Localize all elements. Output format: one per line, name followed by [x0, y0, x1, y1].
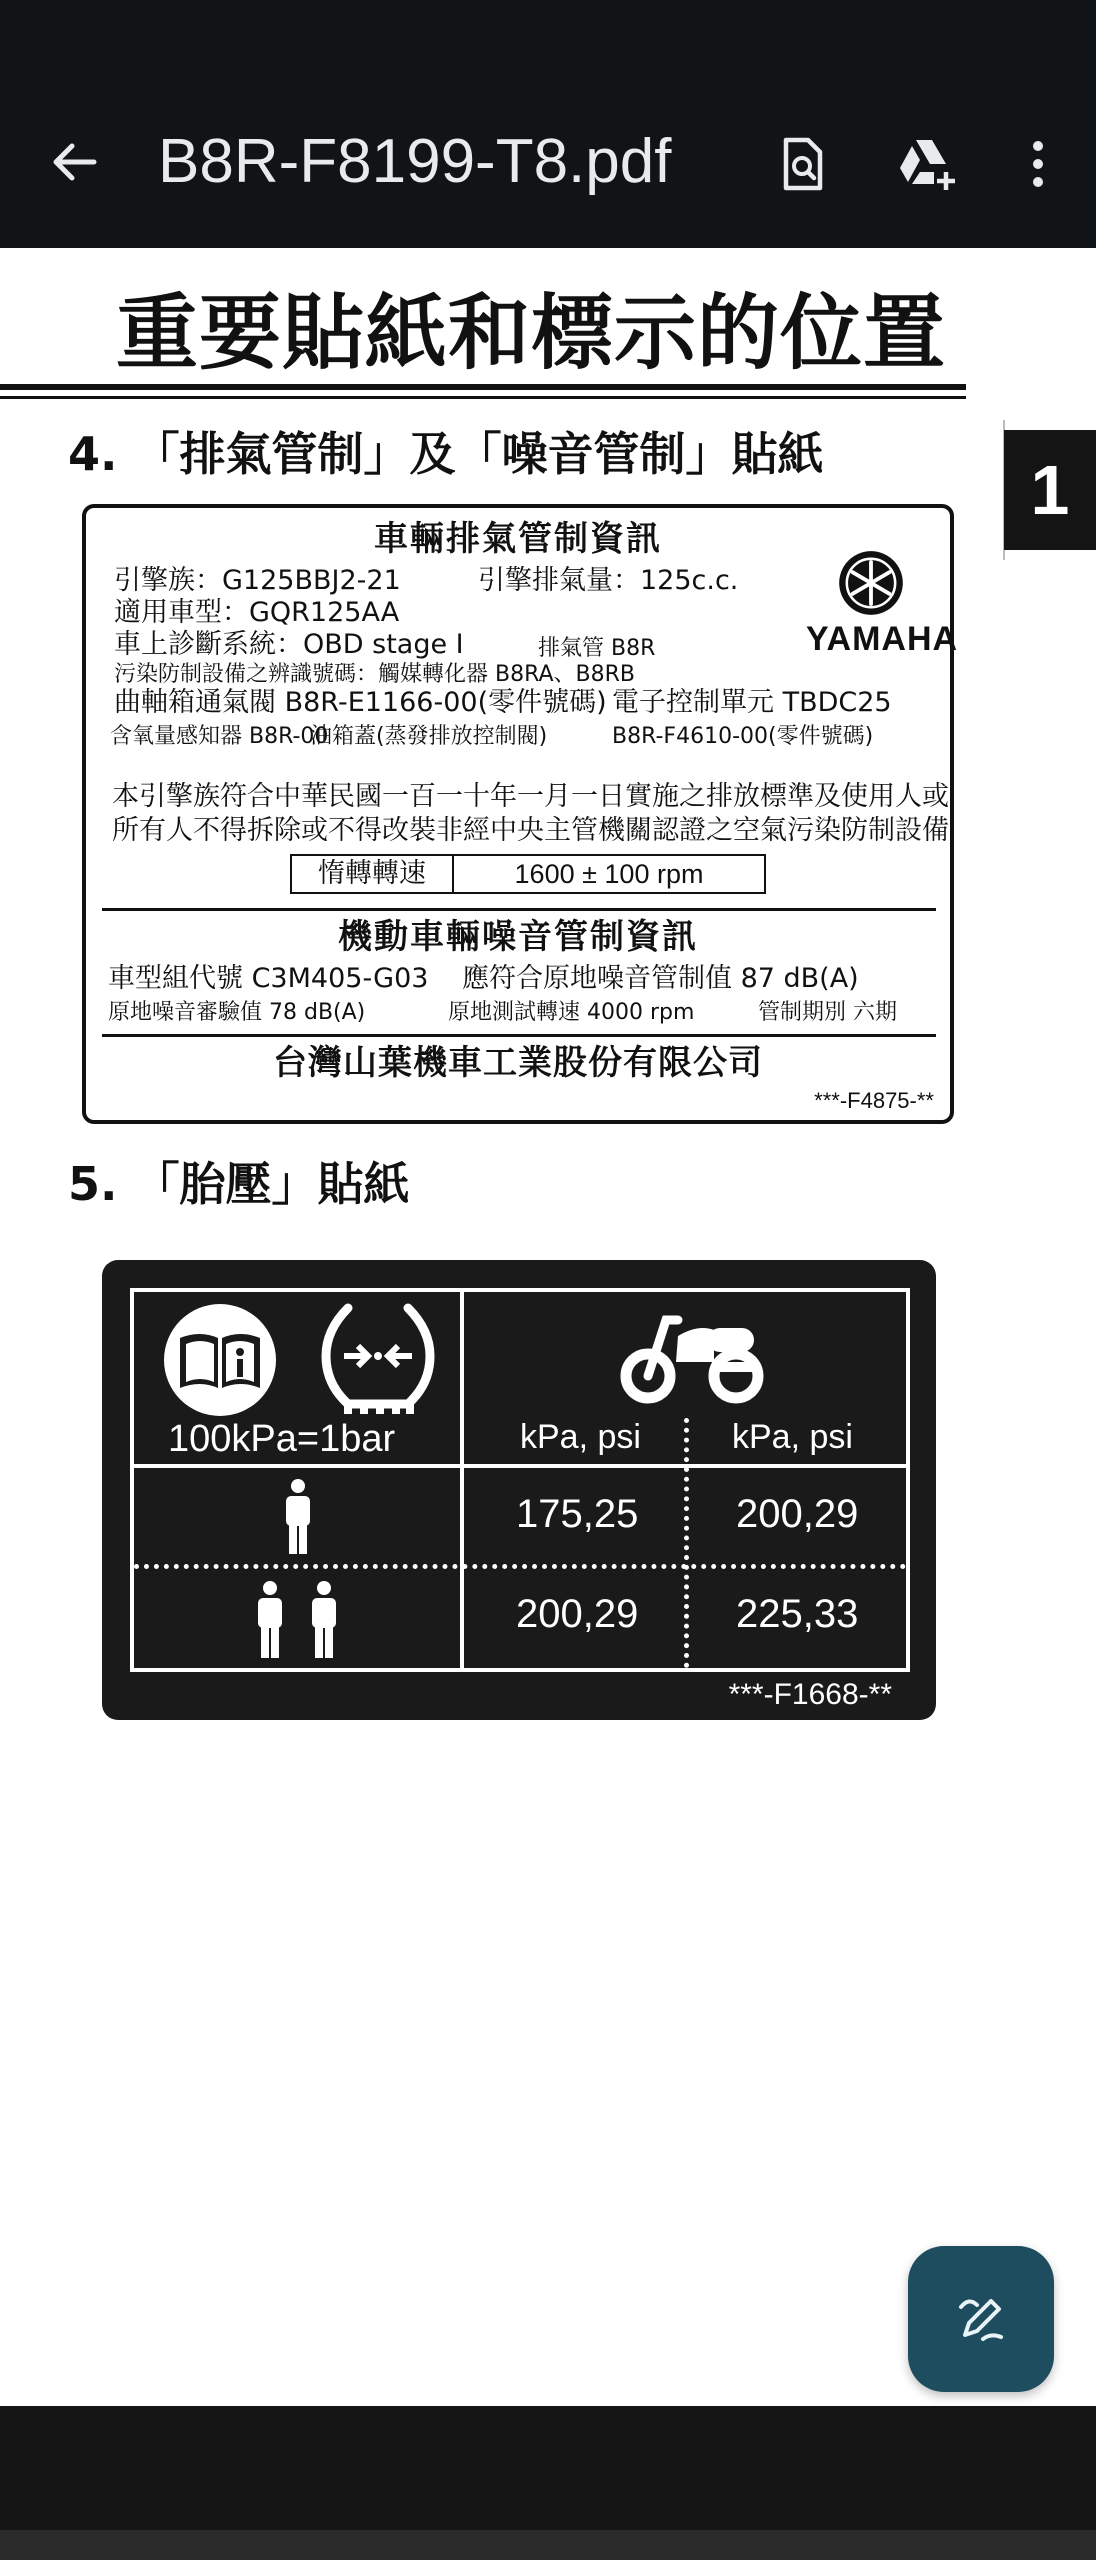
ecu: 電子控制單元 TBDC25 — [612, 687, 892, 718]
tire-pressure-sticker — [102, 1260, 936, 1720]
noise-limit: 應符合原地噪音管制值 87 dB(A) — [462, 963, 859, 994]
grid-divider — [460, 1292, 464, 1668]
page-title: 重要貼紙和標示的位置 — [116, 286, 947, 381]
noise-info-title: 機動車輛噪音管制資訊 — [338, 917, 698, 957]
motorcycle-icon — [618, 1300, 768, 1410]
noise-model-code: 車型組代號 C3M405-G03 — [108, 963, 429, 994]
noise-test-value: 原地噪音審驗值 78 dB(A) — [108, 1000, 366, 1025]
test-rpm: 原地測試轉速 4000 rpm — [448, 1000, 695, 1025]
fuel-cap: 油箱蓋(蒸發排放控制閥) — [310, 724, 548, 749]
front-pressure-1-rider: 175,25 — [516, 1492, 639, 1536]
section-5-heading: 5. 「胎壓」貼紙 — [68, 1157, 410, 1211]
title-divider-thin — [0, 396, 966, 399]
engine-family: 引擎族：G125BBJ2-21 — [114, 565, 401, 596]
compliance-line-1: 本引擎族符合中華民國一百一十年一月一日實施之排放標準及使用人或 — [112, 781, 949, 812]
navigation-bar — [0, 2530, 1096, 2560]
rider-icon — [280, 1478, 316, 1556]
edit-pen-icon — [951, 2289, 1011, 2349]
document-search-icon[interactable] — [770, 132, 834, 196]
emission-noise-sticker — [82, 504, 959, 1124]
front-column-label: kPa, psi — [520, 1418, 641, 1456]
obd: 車上診斷系統：OBD stage I — [114, 629, 464, 660]
section-4-heading: 4. 「排氣管制」及「噪音管制」貼紙 — [68, 427, 824, 481]
document-title: B8R-F8199-T8.pdf — [158, 127, 672, 196]
manual-icon — [160, 1300, 280, 1420]
idle-speed-value: 1600 ± 100 rpm — [514, 859, 704, 889]
idle-speed-table — [290, 854, 766, 894]
rear-column-label: kPa, psi — [732, 1418, 853, 1456]
emission-info-title: 車輛排氣管制資訊 — [374, 519, 662, 559]
idle-speed-label: 惰轉轉速 — [292, 856, 454, 892]
grid-dotted-divider — [684, 1418, 689, 1668]
o2-sensor: 含氧量感知器 B8R-00 — [110, 724, 329, 749]
company-name: 台灣山葉機車工業股份有限公司 — [273, 1043, 763, 1083]
tire-pressure-grid — [130, 1288, 910, 1672]
rear-pressure-1-rider: 200,29 — [736, 1492, 859, 1536]
drive-add-icon[interactable] — [894, 132, 958, 196]
sticker-code: ***-F1668-** — [728, 1678, 892, 1711]
control-period: 管制期別 六期 — [758, 1000, 897, 1025]
back-arrow-icon[interactable] — [44, 132, 104, 192]
sticker-divider — [102, 908, 936, 911]
front-pressure-2-riders: 200,29 — [516, 1592, 639, 1636]
rear-pressure-2-riders: 225,33 — [736, 1592, 859, 1636]
unit-note: 100kPa=1bar — [168, 1418, 396, 1460]
more-vert-icon[interactable] — [1006, 132, 1070, 196]
yamaha-logo-icon — [836, 548, 906, 618]
pdf-page[interactable] — [0, 248, 1096, 2406]
exhaust-pipe: 排氣管 B8R — [538, 636, 656, 661]
compliance-line-2: 所有人不得拆除或不得改裝非經中央主管機關認證之空氣污染防制設備 — [112, 815, 949, 846]
pollution-device: 污染防制設備之辨識號碼：觸媒轉化器 B8RA、B8RB — [114, 662, 635, 687]
title-divider — [0, 384, 966, 390]
displacement: 引擎排氣量：125c.c. — [478, 565, 739, 596]
app-bar — [0, 0, 1096, 248]
edit-fab-button[interactable] — [908, 2246, 1054, 2392]
chapter-tab: 1 — [1004, 430, 1096, 550]
two-riders-icon — [252, 1580, 348, 1660]
crankcase-valve: 曲軸箱通氣閥 B8R-E1166-00(零件號碼) — [114, 687, 607, 718]
grid-dotted-divider — [134, 1564, 906, 1569]
model: 適用車型：GQR125AA — [114, 597, 400, 628]
bottom-bar — [0, 2406, 1096, 2530]
sticker-code: ***-F4875-** — [814, 1088, 934, 1113]
grid-divider — [134, 1464, 906, 1468]
tire-pressure-icon — [320, 1300, 436, 1418]
sticker-divider — [102, 1034, 936, 1037]
brand-name: YAMAHA — [806, 620, 959, 658]
fuel-cap-part: B8R-F4610-00(零件號碼) — [612, 724, 874, 749]
